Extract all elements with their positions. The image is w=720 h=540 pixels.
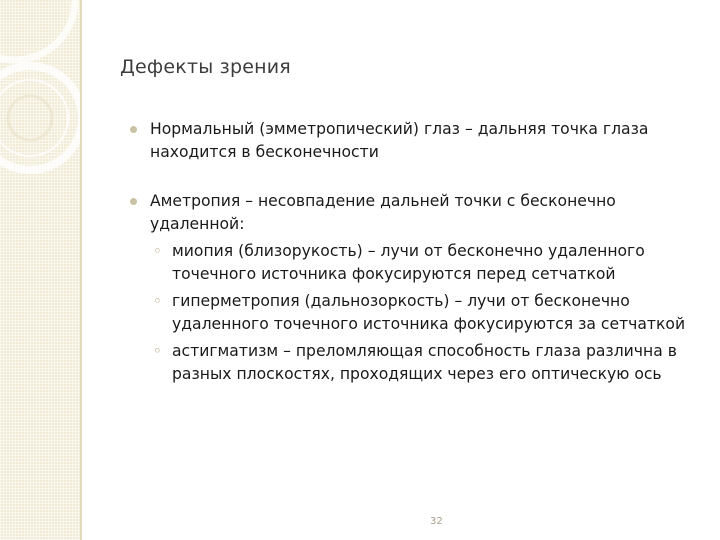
term-astigmatism: астигматизм (172, 342, 279, 360)
term-normal-eye: Нормальный (эмметропический) глаз (150, 120, 460, 138)
sub-item-myopia (150, 240, 700, 286)
definition-ametropia: – несовпадение дальней точки с бесконечно удаленной: (150, 192, 616, 233)
bullet-normal-eye (130, 118, 700, 164)
term-ametropia: Аметропия (150, 192, 241, 210)
slide-content (130, 118, 700, 412)
definition-astigmatism: – преломляющая способность глаза различна в разных плоскостях, проходящих через его оптическую ось (172, 342, 677, 383)
page-number: 32 (430, 516, 443, 527)
decorative-circles (0, 0, 80, 540)
bullet-dot-icon (130, 198, 137, 205)
slide-title: Дефекты зрения (120, 56, 291, 78)
term-myopia: миопия (близорукость) (172, 242, 363, 260)
band-divider (80, 0, 82, 540)
ring-bullet-icon: ◦ (153, 292, 162, 310)
term-hypermetropia: гиперметропия (дальнозоркость) (172, 292, 450, 310)
definition-myopia: – лучи от бесконечно удаленного точечного источника фокусируются перед сетчаткой (172, 242, 645, 283)
sub-item-astigmatism (150, 340, 700, 386)
ametropia-types-list (150, 240, 700, 386)
bullet-ametropia (130, 190, 700, 386)
sub-item-hypermetropia (150, 290, 700, 336)
ring-bullet-icon: ◦ (153, 342, 162, 360)
definition-hypermetropia: – лучи от бесконечно удаленного точечного источника фокусируются за сетчаткой (172, 292, 686, 333)
ring-bullet-icon: ◦ (153, 242, 162, 260)
decorative-side-band (0, 0, 80, 540)
bullet-dot-icon (130, 126, 137, 133)
definition-normal-eye: – дальняя точка глаза находится в бесконечности (150, 120, 649, 161)
